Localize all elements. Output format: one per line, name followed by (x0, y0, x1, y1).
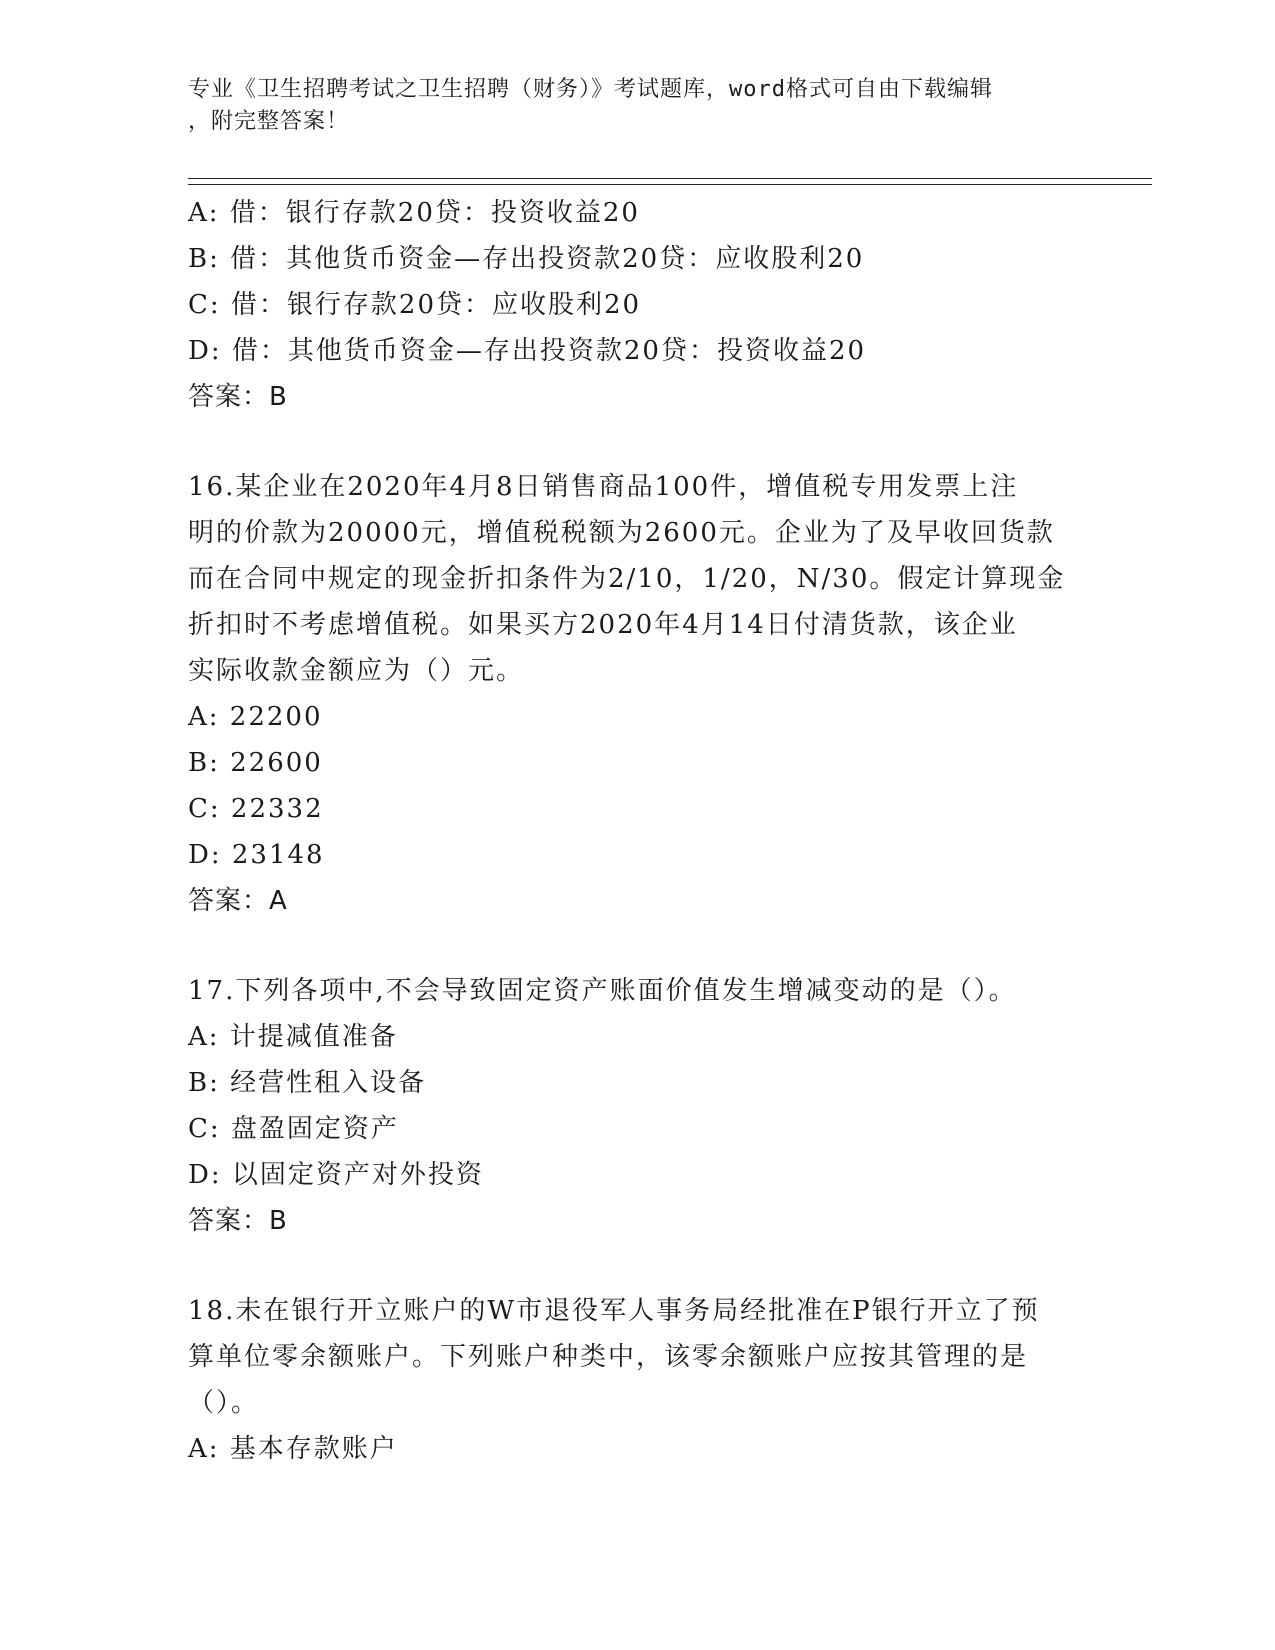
stem-line: 明的价款为20000元，增值税税额为2600元。企业为了及早收回货款 (188, 518, 1055, 548)
spacer (188, 1244, 1088, 1288)
stem-line: 算单位零余额账户。下列账户种类中，该零余额账户应按其管理的是 (188, 1342, 1029, 1372)
option-d: D: 以固定资产对外投资 (188, 1160, 484, 1190)
stem-line: 实际收款金额应为（）元。 (188, 656, 525, 686)
stem-line: （）。 (188, 1388, 260, 1418)
option-a: A: 22200 (188, 702, 323, 732)
option-c: C: 借：银行存款20贷：应收股利20 (188, 290, 642, 320)
header-line-2: ，附完整答案！ (188, 109, 350, 134)
question-16 (188, 464, 1088, 924)
option-b: B: 经营性租入设备 (188, 1068, 427, 1098)
spacer (188, 420, 1088, 464)
option-d: D: 借：其他货币资金—存出投资款20贷：投资收益20 (188, 336, 867, 366)
question-stem (188, 464, 1088, 694)
stem-line: 而在合同中规定的现金折扣条件为2/10，1/20，N/30。假定计算现金 (188, 564, 1066, 594)
stem-line: 折扣时不考虑增值税。如果买方2020年4月14日付清货款，该企业 (188, 610, 1018, 640)
header-divider-bottom (188, 184, 1152, 185)
option-b: B: 22600 (188, 748, 323, 778)
option-b: B: 借：其他货币资金—存出投资款20贷：应收股利20 (188, 244, 865, 274)
stem-line: 16.某企业在2020年4月8日销售商品100件，增值税专用发票上注 (188, 472, 1019, 502)
spacer (188, 924, 1088, 968)
answer: 答案：B (188, 1206, 288, 1236)
question-stem (188, 968, 1088, 1014)
answer: 答案：A (188, 886, 288, 916)
header-line-1: 专业《卫生招聘考试之卫生招聘（财务）》考试题库，word格式可自由下载编辑 (188, 77, 993, 102)
option-a: A: 借：银行存款20贷：投资收益20 (188, 198, 640, 228)
question-body (188, 190, 1088, 1472)
option-a: A: 基本存款账户 (188, 1434, 398, 1464)
stem-line: 17.下列各项中,不会导致固定资产账面价值发生增减变动的是（）。 (188, 976, 1017, 1006)
question-stem (188, 1288, 1088, 1426)
option-c: C: 22332 (188, 794, 324, 824)
header-divider-top (188, 178, 1152, 179)
stem-line: 18.未在银行开立账户的W市退役军人事务局经批准在P银行开立了预 (188, 1296, 1040, 1326)
document-header (188, 74, 1068, 138)
question-18 (188, 1288, 1088, 1472)
option-d: D: 23148 (188, 840, 325, 870)
question-15 (188, 190, 1088, 420)
option-c: C: 盘盈固定资产 (188, 1114, 399, 1144)
answer: 答案：B (188, 382, 288, 412)
option-a: A: 计提减值准备 (188, 1022, 398, 1052)
question-17 (188, 968, 1088, 1244)
